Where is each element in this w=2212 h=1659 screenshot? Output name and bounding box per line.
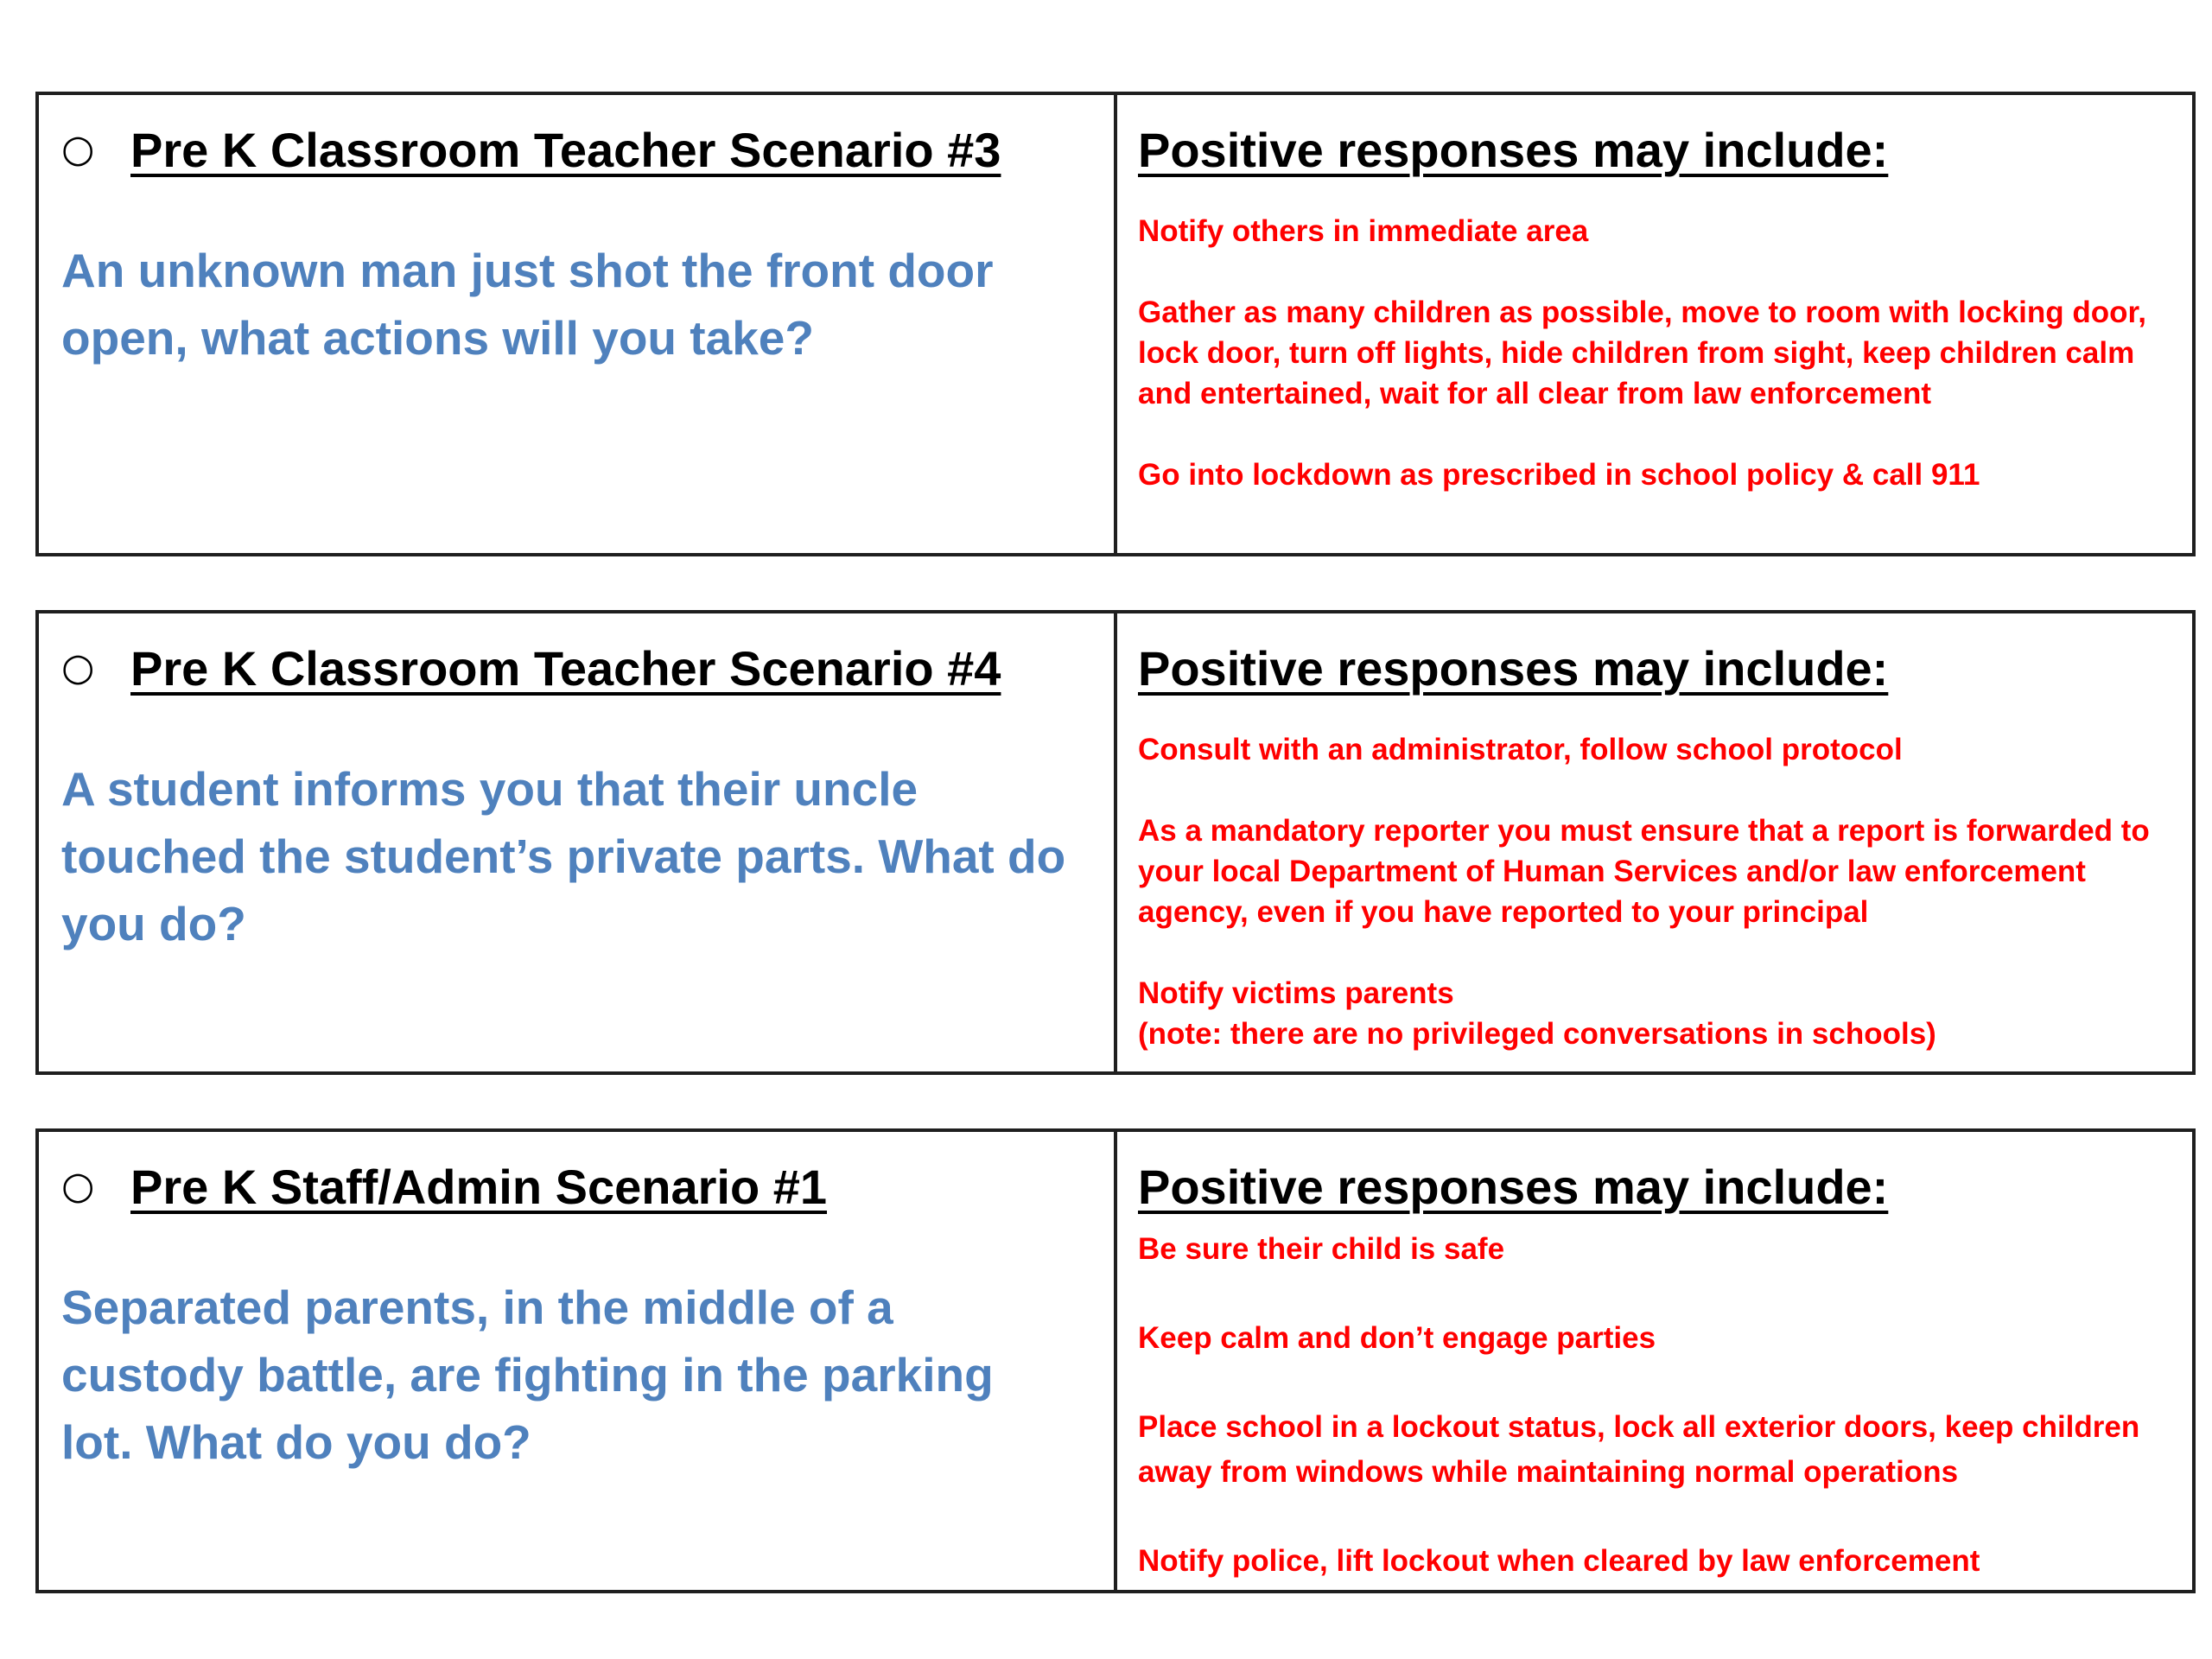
response-item: Consult with an administrator, follow school protocol bbox=[1138, 733, 1903, 766]
responses-cell-2 bbox=[1116, 612, 2194, 1073]
scenario-table-1 bbox=[35, 92, 2196, 556]
response-item: Be sure their child is safe bbox=[1138, 1232, 1505, 1266]
responses-list bbox=[1138, 211, 2171, 495]
responses-cell-3 bbox=[1116, 1130, 2194, 1592]
response-item: As a mandatory reporter you must ensure that a report is forwarded to your local Department of Human Services and/or law enforcement agency, even if you have reported to your principal bbox=[1138, 814, 2150, 929]
scenario-title: Pre K Classroom Teacher Scenario #4 bbox=[130, 640, 1001, 696]
scenario-cell-2 bbox=[37, 612, 1116, 1073]
scenario-question: Separated parents, in the middle of a custody battle, are fighting in the parking lot. What do you do? bbox=[61, 1281, 994, 1469]
responses-cell-1 bbox=[1116, 93, 2194, 555]
responses-heading: Positive responses may include: bbox=[1138, 122, 1889, 177]
scenario-title: Pre K Classroom Teacher Scenario #3 bbox=[130, 122, 1001, 177]
responses-heading: Positive responses may include: bbox=[1138, 1159, 1889, 1214]
response-item: Place school in a lockout status, lock all exterior doors, keep children away from windows while maintaining normal operations bbox=[1138, 1410, 2140, 1489]
responses-list bbox=[1138, 729, 2171, 1054]
scenario-table-3 bbox=[35, 1128, 2196, 1593]
scenario-cell-1 bbox=[37, 93, 1116, 555]
scenario-title: Pre K Staff/Admin Scenario #1 bbox=[130, 1159, 828, 1214]
bullet-icon: ○ bbox=[61, 1164, 95, 1208]
bullet-icon: ○ bbox=[61, 645, 95, 690]
scenario-question: A student informs you that their uncle touched the student’s private parts. What do you do? bbox=[61, 762, 1066, 950]
response-item: Keep calm and don’t engage parties bbox=[1138, 1321, 1656, 1355]
scenario-question: An unknown man just shot the front door open, what actions will you take? bbox=[61, 244, 994, 365]
response-item: Go into lockdown as prescribed in school policy & call 911 bbox=[1138, 458, 1980, 492]
response-item: Notify others in immediate area bbox=[1138, 214, 1589, 248]
responses-heading: Positive responses may include: bbox=[1138, 640, 1889, 696]
response-item: Notify victims parents (note: there are no privileged conversations in schools) bbox=[1138, 976, 1936, 1051]
response-item: Gather as many children as possible, move to room with locking door, lock door, turn off lights, hide children from sight, keep children calm and entertained, wait for all clear from law enforcement bbox=[1138, 296, 2146, 410]
scenario-table-2 bbox=[35, 610, 2196, 1075]
responses-list bbox=[1138, 1227, 2171, 1584]
bullet-icon: ○ bbox=[61, 127, 95, 171]
response-item: Notify police, lift lockout when cleared by law enforcement bbox=[1138, 1544, 1980, 1578]
scenario-cell-3 bbox=[37, 1130, 1116, 1592]
